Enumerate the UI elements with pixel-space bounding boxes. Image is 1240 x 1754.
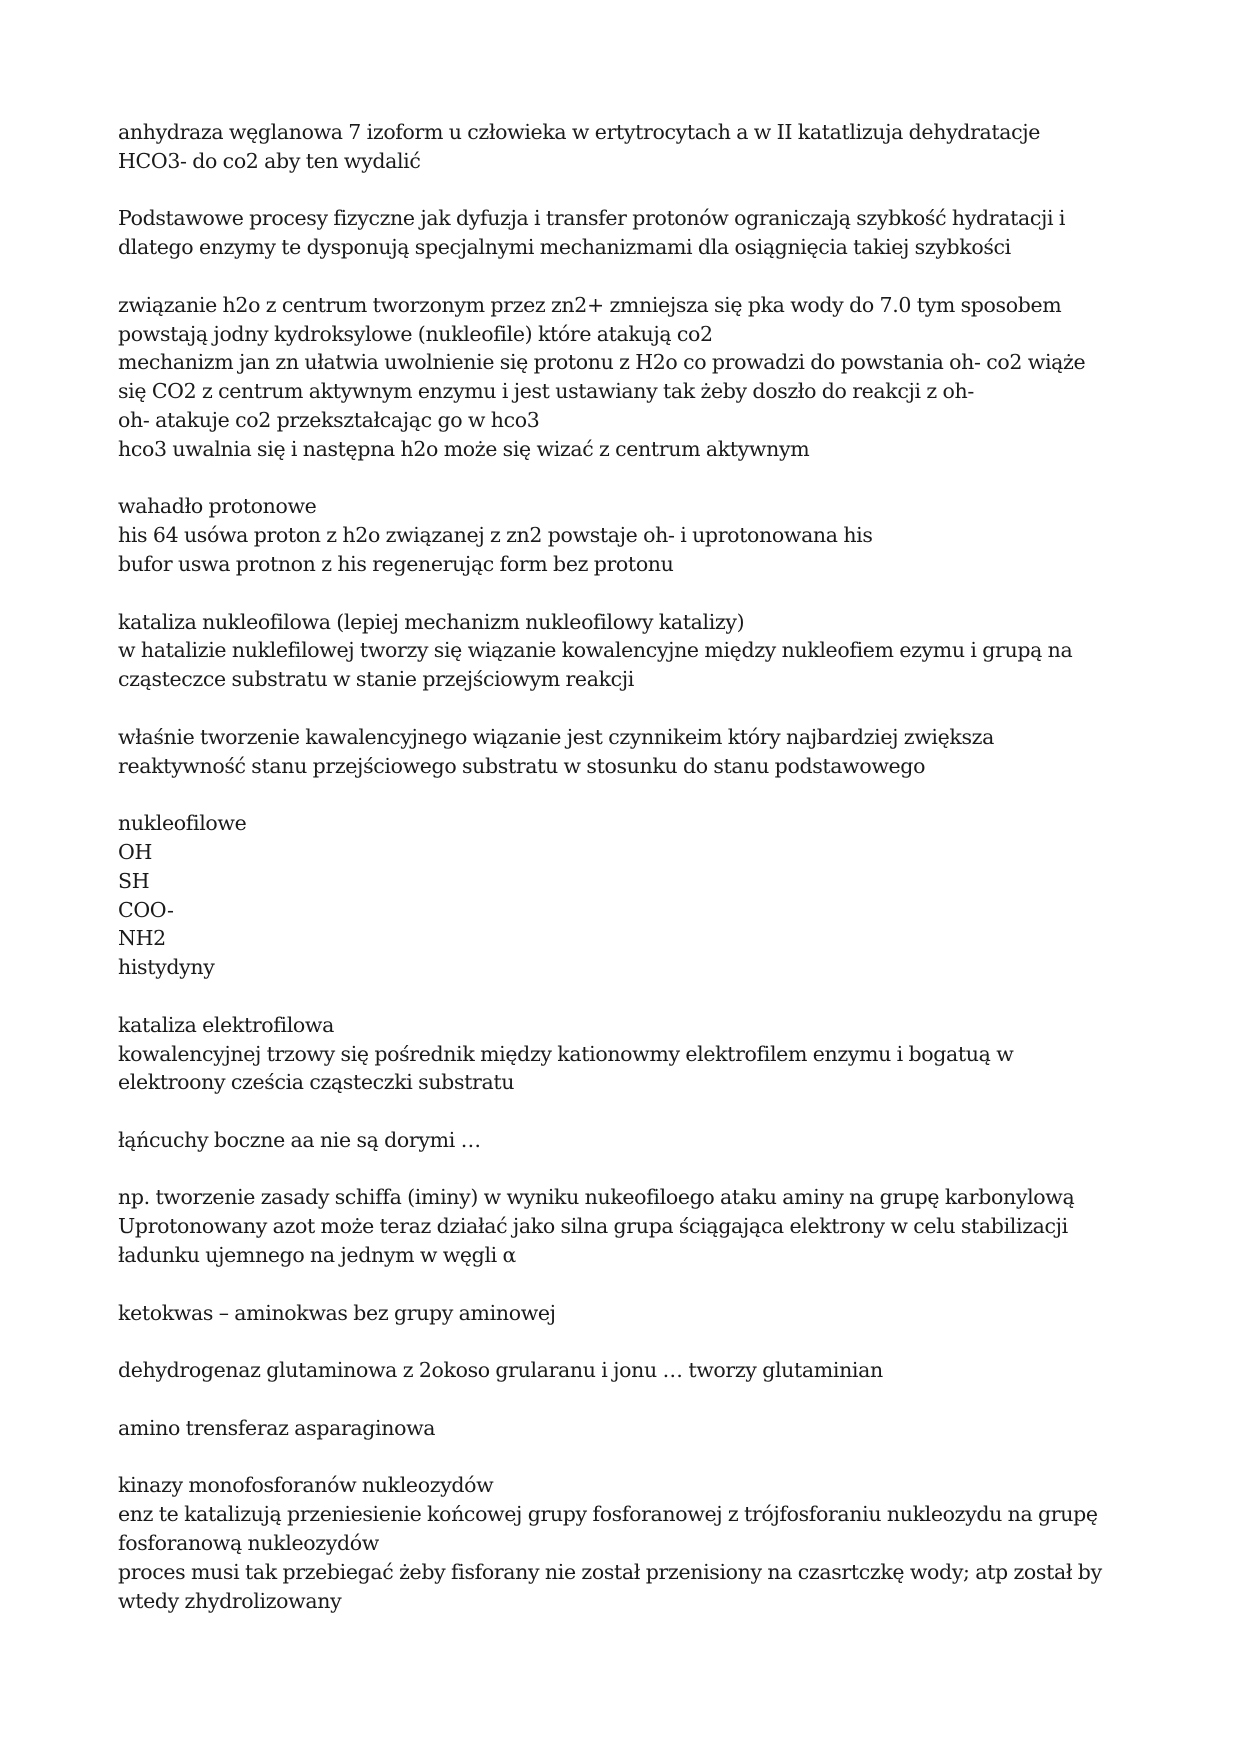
paragraph (118, 118, 1128, 176)
text-line: mechanizm jan zn ułatwia uwolnienie się protonu z H2o co prowadzi do powstania oh- co2 wiąże (118, 350, 1086, 375)
paragraph (118, 204, 1128, 262)
text-line: dehydrogenaz glutaminowa z 2okoso grularanu i jonu … tworzy glutaminian (118, 1358, 883, 1383)
text-line: kataliza elektrofilowa (118, 1012, 334, 1037)
text-line: np. tworzenie zasady schiffa (iminy) w wyniku nukeofiloego ataku aminy na grupę karbonylową (118, 1185, 1075, 1210)
text-line: amino trensferaz asparaginowa (118, 1415, 436, 1440)
text-line: wahadło protonowe (118, 494, 317, 519)
text-line: bufor uswa protnon z his regenerując form bez protonu (118, 551, 674, 576)
text-line: fosforanową nukleozydów (118, 1531, 379, 1556)
text-line: Uprotonowany azot może teraz działać jako silna grupa ściągająca elektrony w celu stabilizacji (118, 1214, 1068, 1239)
text-line: cząsteczce substratu w stanie przejściowym reakcji (118, 667, 635, 692)
text-line: SH (118, 868, 150, 893)
paragraph (118, 1414, 1128, 1443)
paragraph (118, 608, 1128, 694)
text-line: ładunku ujemnego na jednym w węgli α (118, 1243, 517, 1268)
text-line: HCO3- do co2 aby ten wydalić (118, 148, 421, 173)
text-line: oh- atakuje co2 przekształcając go w hco3 (118, 407, 540, 432)
text-line: nukleofilowe (118, 811, 247, 836)
text-line: kinazy monofosforanów nukleozydów (118, 1473, 494, 1498)
document-body (118, 118, 1128, 1644)
paragraph (118, 809, 1128, 982)
paragraph (118, 1299, 1128, 1328)
text-line: się CO2 z centrum aktywnym enzymu i jest ustawiany tak żeby doszło do reakcji z oh- (118, 379, 974, 404)
text-line: Podstawowe procesy fizyczne jak dyfuzja i transfer protonów ograniczają szybkość hydratacji i (118, 206, 1066, 231)
paragraph (118, 291, 1128, 464)
text-line: dlatego enzymy te dysponują specjalnymi mechanizmami dla osiągnięcia takiej szybkości (118, 235, 1011, 260)
paragraph (118, 723, 1128, 781)
text-line: histydyny (118, 955, 215, 980)
text-line: ketokwas – aminokwas bez grupy aminowej (118, 1300, 556, 1325)
text-line: enz te katalizują przeniesienie końcowej grupy fosforanowej z trójfosforaniu nukleozydu na grupę (118, 1502, 1098, 1527)
text-line: OH (118, 839, 152, 864)
text-line: w hatalizie nuklefilowej tworzy się wiązanie kowalencyjne między nukleofiem ezymu i grupą na (118, 638, 1073, 663)
paragraph (118, 492, 1128, 578)
text-line: hco3 uwalnia się i następna h2o może się wizać z centrum aktywnym (118, 436, 810, 461)
text-line: reaktywność stanu przejściowego substratu w stosunku do stanu podstawowego (118, 753, 926, 778)
paragraph (118, 1471, 1128, 1615)
text-line: COO- (118, 897, 174, 922)
text-line: wtedy zhydrolizowany (118, 1588, 342, 1613)
text-line: elektroony cześcia cząsteczki substratu (118, 1070, 515, 1095)
text-line: kowalencyjnej trzowy się pośrednik między kationowmy elektrofilem enzymu i bogatuą w (118, 1041, 1014, 1066)
text-line: anhydraza węglanowa 7 izoform u człowieka w ertytrocytach a w II katatlizuja dehydratacje (118, 120, 1041, 144)
text-line: powstają jodny kydroksylowe (nukleofile) które atakują co2 (118, 321, 713, 346)
text-line: his 64 usówa proton z h2o związanej z zn2 powstaje oh- i uprotonowana his (118, 523, 873, 548)
text-line: proces musi tak przebiegać żeby fisforany nie został przenisiony na czasrtczkę wody; atp został by (118, 1559, 1102, 1584)
paragraph (118, 1356, 1128, 1385)
paragraph (118, 1011, 1128, 1097)
text-line: związanie h2o z centrum tworzonym przez zn2+ zmniejsza się pka wody do 7.0 tym sposobem (118, 292, 1062, 317)
paragraph (118, 1126, 1128, 1155)
text-line: NH2 (118, 926, 166, 951)
text-line: łąńcuchy boczne aa nie są dorymi … (118, 1127, 481, 1152)
text-line: właśnie tworzenie kawalencyjnego wiązanie jest czynnikeim który najbardziej zwiększa (118, 724, 994, 749)
text-line: kataliza nukleofilowa (lepiej mechanizm nukleofilowy katalizy) (118, 609, 745, 634)
paragraph (118, 1183, 1128, 1269)
